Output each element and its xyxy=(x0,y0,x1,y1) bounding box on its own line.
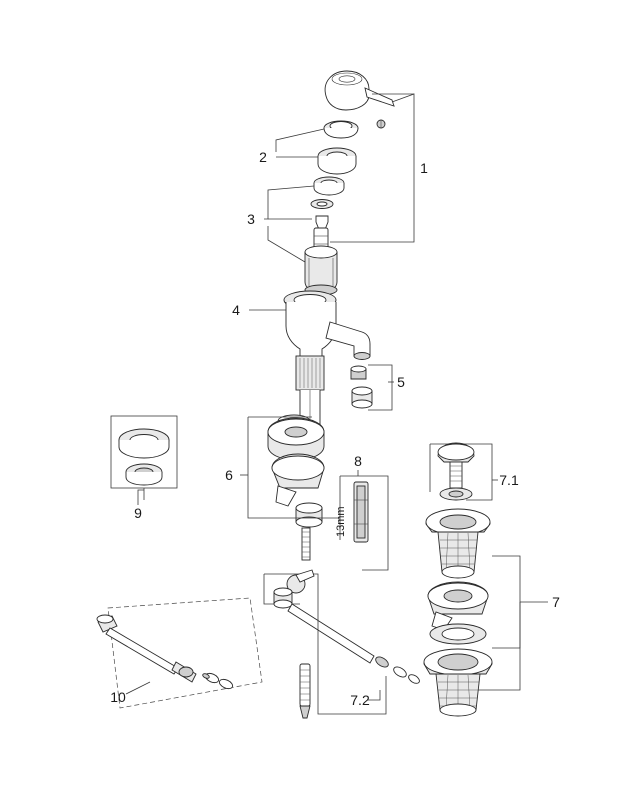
cartridge-assembly xyxy=(305,177,344,295)
waste-saddle xyxy=(428,582,488,630)
callout-9: 9 xyxy=(134,505,142,521)
seal-washer-set xyxy=(111,416,177,500)
aerator-mousseur xyxy=(351,365,392,410)
pop-up-linkage-lower xyxy=(264,570,421,718)
callout-7: 7 xyxy=(552,594,560,610)
callout-7-1: 7.1 xyxy=(499,472,519,488)
waste-lower-strainer xyxy=(424,624,492,716)
callout-2: 2 xyxy=(259,149,267,165)
callout-8: 8 xyxy=(354,453,362,469)
callout-6: 6 xyxy=(225,467,233,483)
handle-cap-screw xyxy=(318,121,358,174)
callout-3: 3 xyxy=(247,211,255,227)
callout-labels xyxy=(110,149,560,708)
waste-body-upper xyxy=(426,509,490,578)
callout-1: 1 xyxy=(420,160,428,176)
callout-7-2: 7.2 xyxy=(350,692,370,708)
callout-5: 5 xyxy=(397,374,405,390)
waste-upper-plug xyxy=(430,443,492,500)
lever-handle-assembly xyxy=(325,71,394,128)
callout-4: 4 xyxy=(232,302,240,318)
callout-10: 10 xyxy=(110,689,126,705)
tool-key xyxy=(335,476,388,570)
mounting-bracket-set xyxy=(248,415,340,560)
part-note-13mm: 13mm xyxy=(335,506,347,537)
